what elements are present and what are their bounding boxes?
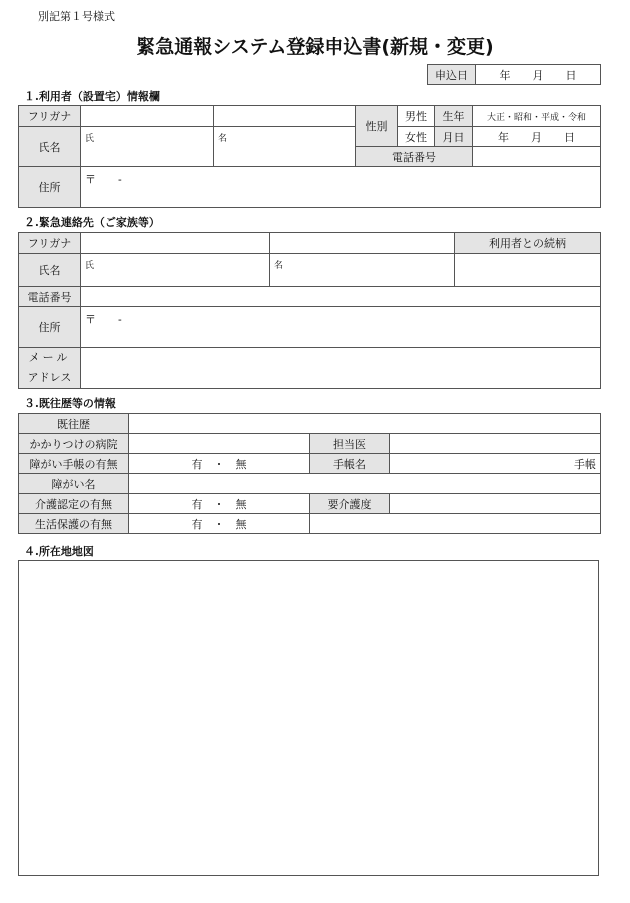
user-furigana-label: フリガナ (19, 106, 81, 127)
contact-furigana-label: フリガナ (19, 233, 81, 254)
history-field[interactable] (129, 414, 601, 434)
contact-furigana-sei-field[interactable] (81, 233, 270, 254)
contact-email-field[interactable] (81, 348, 601, 389)
contact-name-label: 氏名 (19, 254, 81, 287)
user-furigana-mei-field[interactable] (214, 106, 356, 127)
contact-furigana-mei-field[interactable] (270, 233, 455, 254)
welfare-blank (310, 514, 601, 534)
handbook-name-field[interactable]: 手帳 (390, 454, 601, 474)
era-options[interactable]: 大正・昭和・平成・令和 (473, 106, 601, 127)
contact-mei-field[interactable]: 名 (270, 254, 455, 287)
care-cert-label: 介護認定の有無 (19, 494, 129, 514)
care-cert-yes-no[interactable]: 有 ・ 無 (129, 494, 310, 514)
location-map-box[interactable] (18, 560, 599, 876)
welfare-yes-no[interactable]: 有 ・ 無 (129, 514, 310, 534)
birth-label-2: 月日 (435, 127, 473, 147)
doctor-field[interactable] (390, 434, 601, 454)
doctor-label: 担当医 (310, 434, 390, 454)
email-label-line1: メール (28, 351, 71, 364)
email-label-line2: アドレス (27, 371, 72, 384)
disability-name-field[interactable] (129, 474, 601, 494)
form-number: 別記第１号様式 (38, 10, 115, 23)
hospital-field[interactable] (129, 434, 310, 454)
contact-address-field[interactable]: 〒 - (81, 307, 601, 348)
gender-male-option[interactable]: 男性 (398, 106, 435, 127)
user-address-field[interactable]: 〒 - (81, 167, 601, 208)
hospital-label: かかりつけの病院 (19, 434, 129, 454)
application-date-table (427, 64, 601, 85)
relationship-label: 利用者との続柄 (455, 233, 601, 254)
user-phone-field[interactable] (473, 147, 601, 167)
user-mei-field[interactable]: 名 (214, 127, 356, 167)
contact-email-label (19, 348, 81, 389)
application-date-label: 申込日 (428, 65, 476, 85)
gender-label: 性別 (356, 106, 398, 147)
user-sei-field[interactable]: 氏 (81, 127, 214, 167)
user-phone-label: 電話番号 (356, 147, 473, 167)
handbook-yes-no[interactable]: 有 ・ 無 (129, 454, 310, 474)
user-furigana-sei-field[interactable] (81, 106, 214, 127)
handbook-name-label: 手帳名 (310, 454, 390, 474)
birth-date-field[interactable]: 年 月 日 (473, 127, 601, 147)
contact-sei-field[interactable]: 氏 (81, 254, 270, 287)
section3-heading: ３.既往歴等の情報 (24, 397, 116, 410)
application-date-field[interactable]: 年 月 日 (476, 65, 601, 85)
care-level-label: 要介護度 (310, 494, 390, 514)
gender-female-option[interactable]: 女性 (398, 127, 435, 147)
relationship-field[interactable] (455, 254, 601, 287)
user-info-table (18, 105, 601, 208)
disability-name-label: 障がい名 (19, 474, 129, 494)
contact-address-label: 住所 (19, 307, 81, 348)
contact-phone-field[interactable] (81, 287, 601, 307)
welfare-label: 生活保護の有無 (19, 514, 129, 534)
section4-heading: ４.所在地地図 (24, 545, 94, 558)
section1-heading: １.利用者（設置宅）情報欄 (24, 90, 160, 103)
contact-phone-label: 電話番号 (19, 287, 81, 307)
page-title: 緊急通報システム登録申込書(新規・変更) (136, 36, 494, 58)
history-label: 既往歴 (19, 414, 129, 434)
care-level-field[interactable] (390, 494, 601, 514)
emergency-contact-table (18, 232, 601, 389)
user-name-label: 氏名 (19, 127, 81, 167)
handbook-label: 障がい手帳の有無 (19, 454, 129, 474)
birth-label-1: 生年 (435, 106, 473, 127)
medical-history-table (18, 413, 601, 534)
user-address-label: 住所 (19, 167, 81, 208)
section2-heading: ２.緊急連絡先（ご家族等） (24, 216, 160, 229)
